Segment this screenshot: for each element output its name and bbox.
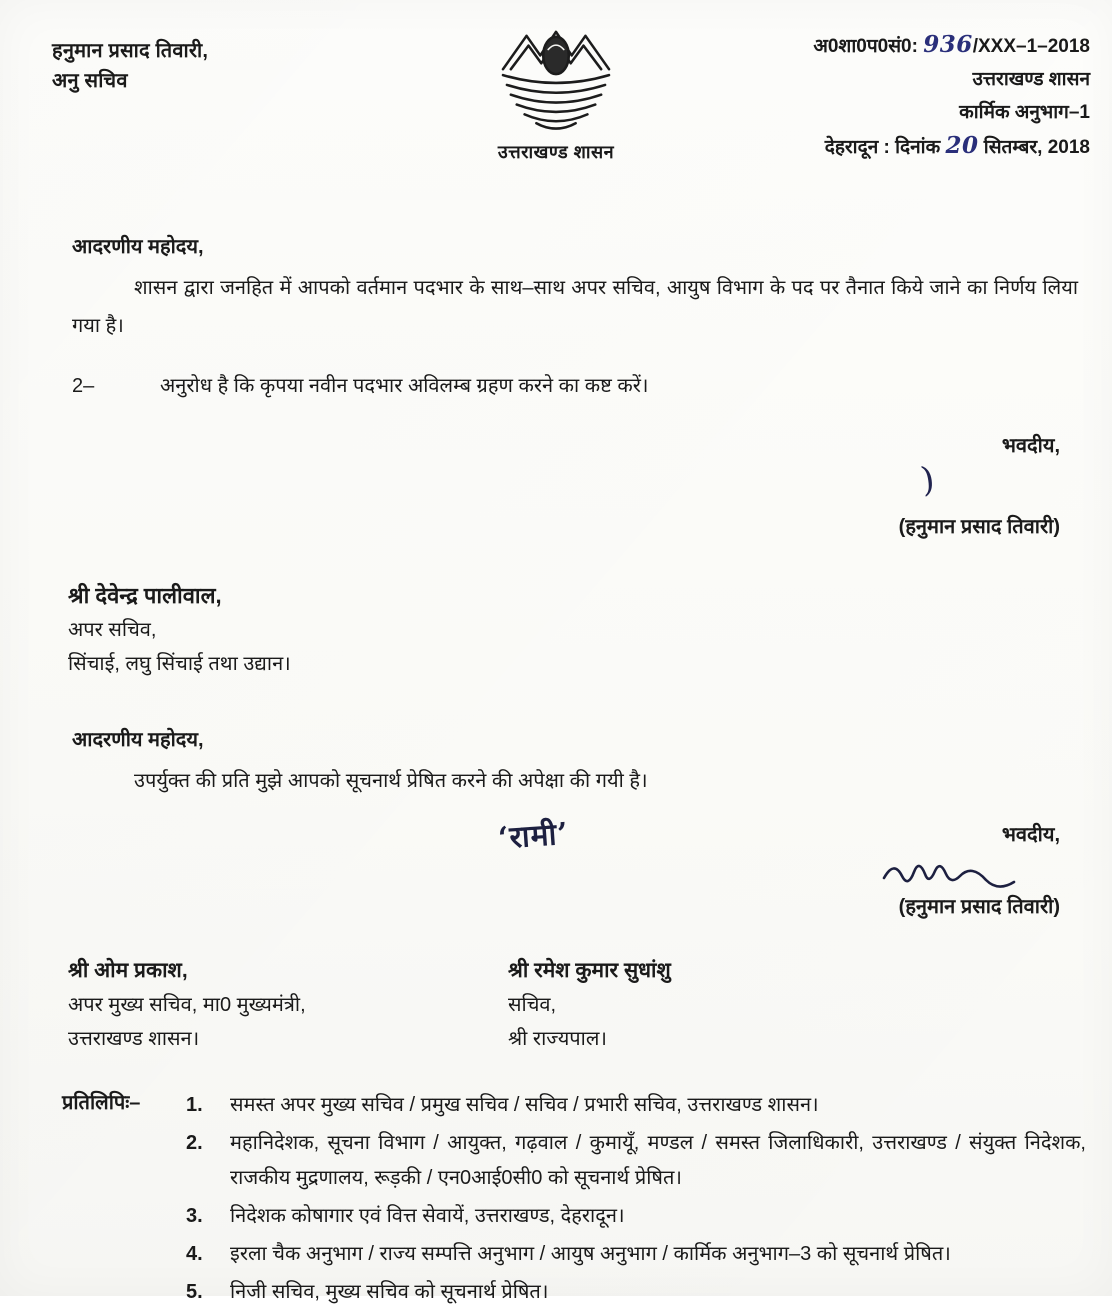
recipient-1-name: श्री ओम प्रकाश,	[68, 959, 188, 982]
numbered-point-2	[72, 367, 1078, 405]
recipient-2	[508, 954, 1112, 1056]
closing-2: भवदीय,	[1001, 824, 1060, 846]
point-number: 2–	[72, 375, 95, 397]
recipient-2-department: श्री राज्यपाल।	[508, 1028, 607, 1050]
copy-item-index: 4.	[186, 1243, 203, 1265]
emblem-caption: उत्तराखण्ड शासन	[497, 142, 615, 162]
sender-name: हनुमान प्रसाद तिवारी,	[52, 40, 209, 62]
copy-item-text: निजी सचिव, मुख्य सचिव को सूचनार्थ प्रेषित।	[230, 1281, 549, 1303]
salutation-1: आदरणीय महोदय,	[72, 236, 204, 258]
copy-to-header-row	[62, 1088, 1086, 1313]
uttarakhand-emblem-icon	[497, 26, 615, 134]
date-prefix: देहरादून : दिनांक	[824, 137, 941, 158]
point-text: अनुरोध है कि कृपया नवीन पदभार अविलम्ब ग्रहण करने का कष्ट करें।	[160, 375, 649, 397]
copy-item-index: 2.	[186, 1132, 203, 1154]
copy-item-index: 3.	[186, 1205, 203, 1227]
addressee-name: श्री देवेन्द्र पालीवाल,	[68, 583, 222, 608]
sender-designation: अनु सचिव	[52, 70, 128, 92]
addressee-department: सिंचाई, लघु सिंचाई तथा उद्यान।	[68, 653, 291, 675]
copy-item-text: समस्त अपर मुख्य सचिव / प्रमुख सचिव / सचिव / प्रभारी सचिव, उत्तराखण्ड शासन।	[230, 1094, 819, 1116]
list-item	[186, 1199, 1086, 1234]
copy-item-index: 5.	[186, 1281, 203, 1303]
section-name: कार्मिक अनुभाग–1	[959, 102, 1090, 123]
sender-block	[52, 36, 208, 96]
recipients-row	[68, 954, 1112, 1056]
list-item	[186, 1237, 1086, 1272]
reference-number-line	[813, 28, 1090, 63]
reference-block	[813, 28, 1090, 164]
copy-to-section	[62, 1088, 1086, 1313]
closing-1: भवदीय,	[1001, 435, 1060, 457]
addressee-designation: अपर सचिव,	[68, 619, 157, 641]
signer-name-2: (हनुमान प्रसाद तिवारी)	[898, 896, 1060, 918]
signature-stroke-icon: )	[918, 459, 937, 501]
recipient-1-designation: अपर मुख्य सचिव, मा0 मुख्यमंत्री,	[68, 994, 306, 1016]
government-name: उत्तराखण्ड शासन	[972, 69, 1090, 90]
paragraph-1-text: शासन द्वारा जनहित में आपको वर्तमान पदभार के साथ–साथ अपर सचिव, आयुष विभाग के पद पर तैनात किये जाने का निर्णय लिया गया है।	[72, 277, 1078, 337]
letter-body	[0, 232, 1112, 1313]
emblem-block	[406, 26, 706, 164]
list-item	[186, 1126, 1086, 1196]
copy-item-text: इरला चैक अनुभाग / राज्य सम्पत्ति अनुभाग / आयुष अनुभाग / कार्मिक अनुभाग–3 को सूचनार्थ प्रेषित।	[230, 1243, 951, 1265]
copy-item-index: 1.	[186, 1094, 203, 1116]
recipient-1	[68, 954, 508, 1056]
copy-item-text: महानिदेशक, सूचना विभाग / आयुक्त, गढ़वाल / कुमायूँ, मण्डल / समस्त जिलाधिकारी, उत्तराखण्ड / संयुक्त निदेशक, राजकीय मुद्रणालय, रूड़की / एन0आई0सी0 को सूचनार्थ प्रेषित।	[230, 1132, 1086, 1189]
paragraph-2-text: उपर्युक्त की प्रति मुझे आपको सूचनार्थ प्रेषित करने की अपेक्षा की गयी है।	[134, 770, 648, 792]
signature-area-1	[0, 458, 1112, 512]
copy-to-list	[186, 1088, 1086, 1313]
signature-scribble-icon	[880, 856, 1020, 890]
copy-to-label: प्रतिलिपिः–	[62, 1092, 141, 1114]
recipient-2-name: श्री रमेश कुमार सुधांशु	[508, 959, 671, 982]
date-rest: सितम्बर, 2018	[983, 137, 1090, 158]
reference-number-handwritten: 936	[923, 31, 973, 58]
letter-header	[0, 26, 1112, 206]
initial-mark-handwritten: ‘रामी’	[497, 816, 570, 857]
copy-item-text: निदेशक कोषागार एवं वित्त सेवायें, उत्तराखण्ड, देहरादून।	[230, 1205, 625, 1227]
paragraph-2	[72, 762, 1078, 800]
date-line	[813, 129, 1090, 164]
recipient-1-department: उत्तराखण्ड शासन।	[68, 1028, 200, 1050]
forwarding-letter	[0, 725, 1112, 1056]
addressee-block	[68, 579, 1112, 681]
reference-prefix: अ0शा0प0सं0:	[813, 36, 918, 57]
list-item	[186, 1088, 1086, 1123]
signature-area-2	[0, 814, 1112, 926]
date-day-handwritten: 20	[945, 132, 979, 159]
signer-name-1: (हनुमान प्रसाद तिवारी)	[898, 516, 1060, 538]
paragraph-1	[72, 269, 1078, 345]
recipient-2-designation: सचिव,	[508, 994, 557, 1016]
salutation-2: आदरणीय महोदय,	[72, 729, 204, 751]
list-item	[186, 1275, 1086, 1310]
reference-suffix: /XXX–1–2018	[972, 36, 1090, 57]
